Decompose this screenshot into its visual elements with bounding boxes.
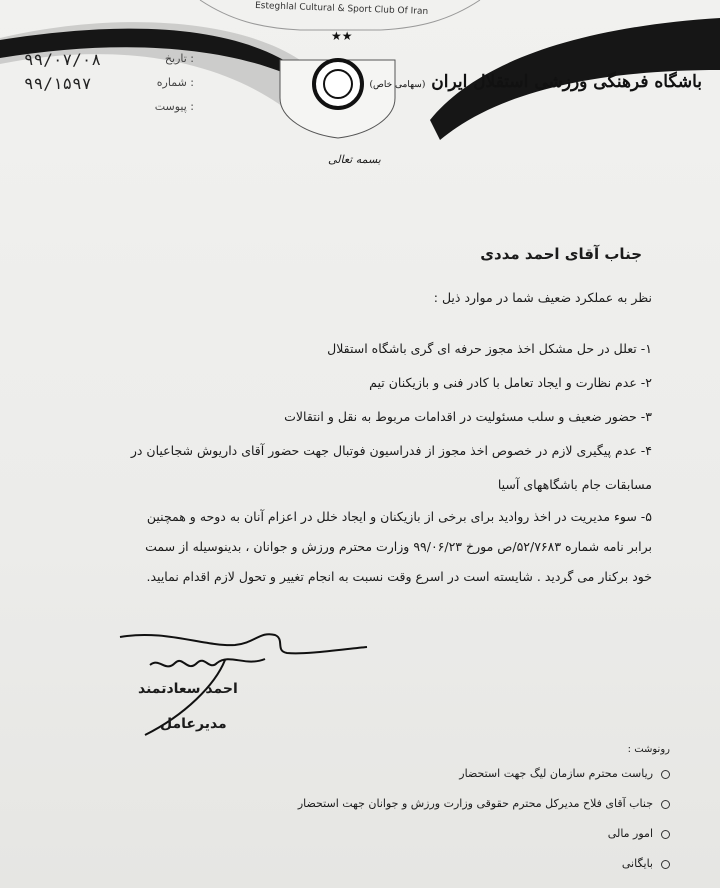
date-value: ۹۹/۰۷/۰۸: [24, 50, 102, 69]
meta-date: [24, 50, 194, 74]
list-item-continued: برابر نامه شماره ۵۲/۷۶۸۳/ص مورخ ۹۹/۰۶/۲۳ وزارت محترم ورزش و جوانان ، بدینوسیله از سمت: [145, 539, 652, 554]
letter-meta: [24, 50, 194, 122]
club-name-english: Esteghlal Cultural & Sport Club Of Iran: [254, 0, 429, 18]
bullet-icon: [661, 830, 670, 839]
attachment-label: : پیوست: [154, 100, 194, 113]
list-item: ۴- عدم پیگیری لازم در خصوص اخذ مجوز از فدراسیون فوتبال جهت حضور آقای داریوش شجاعیان در: [130, 443, 652, 458]
list-item-continued: خود برکنار می گردید . شایسته است در اسرع وقت نسبت به انجام تغییر و تحول لازم اقدام نمایید.: [146, 569, 652, 584]
club-name-text: باشگاه فرهنگی ورزشی استقلال ایران: [431, 72, 702, 92]
list-item: ۳- حضور ضعیف و سلب مسئولیت در اقدامات مربوط به نقل و انتقالات: [284, 409, 652, 424]
meta-attachment: [24, 98, 194, 122]
bullet-icon: [661, 800, 670, 809]
list-item: [110, 824, 670, 854]
cc-text: امور مالی: [607, 827, 653, 840]
cc-text: ریاست محترم سازمان لیگ جهت استحضار: [459, 767, 653, 780]
meta-number: [24, 74, 194, 98]
club-logo-icon: [314, 60, 362, 108]
signer-title: مدیرعامل: [160, 716, 227, 732]
club-name: [370, 72, 703, 92]
list-item: ۱- تعلل در حل مشکل اخذ مجوز حرفه ای گری باشگاه استقلال: [327, 341, 652, 356]
cc-text: جناب آقای فلاح مدیرکل محترم حقوقی وزارت ورزش و جوانان جهت استحضار: [297, 797, 653, 810]
bismillah: بسمه تعالی: [328, 153, 381, 166]
intro-line: نظر به عملکرد ضعیف شما در موارد ذیل :: [433, 290, 652, 305]
cc-heading: رونوشت :: [627, 744, 670, 755]
club-type: (سهامی خاص): [369, 80, 426, 90]
svg-text:★★: ★★: [331, 29, 353, 43]
list-item: ۵- سوء مدیریت در اخذ روادید برای برخی از بازیکنان و ایجاد خلل در اعزام آنان به دوحه و همچنین: [146, 509, 652, 524]
list-item: [110, 794, 670, 824]
number-label: : شماره: [156, 76, 194, 89]
list-item-continued: مسابقات جام باشگاههای آسیا: [497, 477, 652, 492]
reasons-list: [32, 332, 652, 592]
cc-list: [110, 764, 670, 884]
date-label: : تاریخ: [164, 52, 194, 65]
bullet-icon: [661, 860, 670, 869]
number-value: ۹۹/۱۵۹۷: [24, 74, 92, 93]
list-item: [110, 764, 670, 794]
list-item: ۲- عدم نظارت و ایجاد تعامل با کادر فنی و بازیکنان تیم: [369, 375, 652, 390]
bullet-icon: [661, 770, 670, 779]
addressee: جناب آقای احمد مددی: [480, 245, 642, 263]
signer-name: احمد سعادتمند: [138, 681, 238, 697]
list-item: [110, 854, 670, 884]
cc-text: بایگانی: [621, 857, 653, 870]
